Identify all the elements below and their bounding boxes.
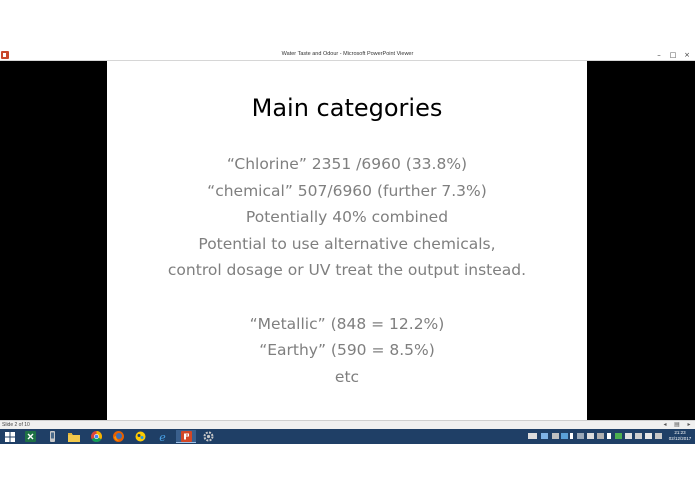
slide-menu-button[interactable]: ▤	[674, 421, 680, 428]
keyboard-icon[interactable]	[528, 433, 537, 439]
notification-icon[interactable]	[655, 433, 662, 439]
previous-slide-button[interactable]: ◂	[663, 421, 667, 428]
excel-icon[interactable]	[20, 430, 40, 443]
settings-icon[interactable]	[198, 430, 218, 443]
slide-viewport[interactable]	[0, 61, 695, 420]
powerpoint-viewer-icon[interactable]	[176, 430, 196, 443]
slide-body-line: Potential to use alternative chemicals,	[198, 234, 496, 253]
display-icon[interactable]	[587, 433, 594, 439]
volume-icon[interactable]	[645, 433, 652, 439]
slide-body-line: “Chlorine” 2351 /6960 (33.8%)	[226, 155, 468, 173]
power-icon[interactable]	[607, 433, 611, 439]
clock-time: 21:23	[674, 430, 686, 435]
maximize-button[interactable]: □	[669, 51, 677, 59]
slide-body-line: “Earthy” (590 = 8.5%)	[259, 341, 435, 359]
tray-app-icon[interactable]	[577, 433, 584, 439]
phone-icon[interactable]	[42, 430, 62, 443]
bluetooth-icon[interactable]	[570, 433, 573, 439]
slide-body	[107, 151, 587, 390]
windows-start-icon[interactable]	[0, 430, 20, 443]
slide-body-line: “Metallic” (848 = 12.2%)	[249, 314, 445, 333]
window-title: Water Taste and Odour - Microsoft PowerPoint Viewer	[281, 51, 414, 57]
windows-taskbar	[0, 429, 695, 444]
slide-counter: Slide 2 of 10	[2, 422, 30, 428]
file-explorer-icon[interactable]	[64, 430, 84, 443]
blank-area	[0, 444, 695, 494]
svg-text:e: e	[158, 431, 166, 442]
wifi-icon[interactable]	[635, 433, 642, 439]
minimize-button[interactable]: –	[657, 51, 661, 59]
skype-icon[interactable]	[130, 430, 150, 443]
taskbar-clock[interactable]	[665, 430, 695, 442]
battery-icon[interactable]	[625, 433, 632, 439]
security-icon[interactable]	[552, 433, 559, 439]
slide-body-line: control dosage or UV treat the output instead.	[167, 261, 527, 279]
next-slide-button[interactable]: ▸	[687, 421, 691, 428]
chrome-icon[interactable]	[86, 430, 106, 443]
printer-icon[interactable]	[597, 433, 604, 439]
window-titlebar	[0, 50, 695, 61]
cloud-sync-icon[interactable]	[561, 433, 568, 439]
close-button[interactable]: ×	[684, 51, 690, 59]
blank-line	[107, 284, 587, 311]
slide-body-line: “chemical” 507/6960 (further 7.3%)	[207, 181, 487, 200]
clock-date: 02/12/2017	[668, 436, 692, 441]
internet-explorer-icon[interactable]	[152, 430, 172, 443]
tray-green-icon[interactable]	[615, 433, 622, 439]
slide-body-line: etc	[334, 367, 360, 386]
viewer-statusbar	[0, 420, 695, 429]
slide-title: Main categories	[251, 94, 443, 122]
firefox-icon[interactable]	[108, 430, 128, 443]
slide-body-line: Potentially 40% combined	[245, 208, 449, 226]
slide[interactable]	[107, 61, 587, 420]
network-status-icon[interactable]	[541, 433, 548, 439]
